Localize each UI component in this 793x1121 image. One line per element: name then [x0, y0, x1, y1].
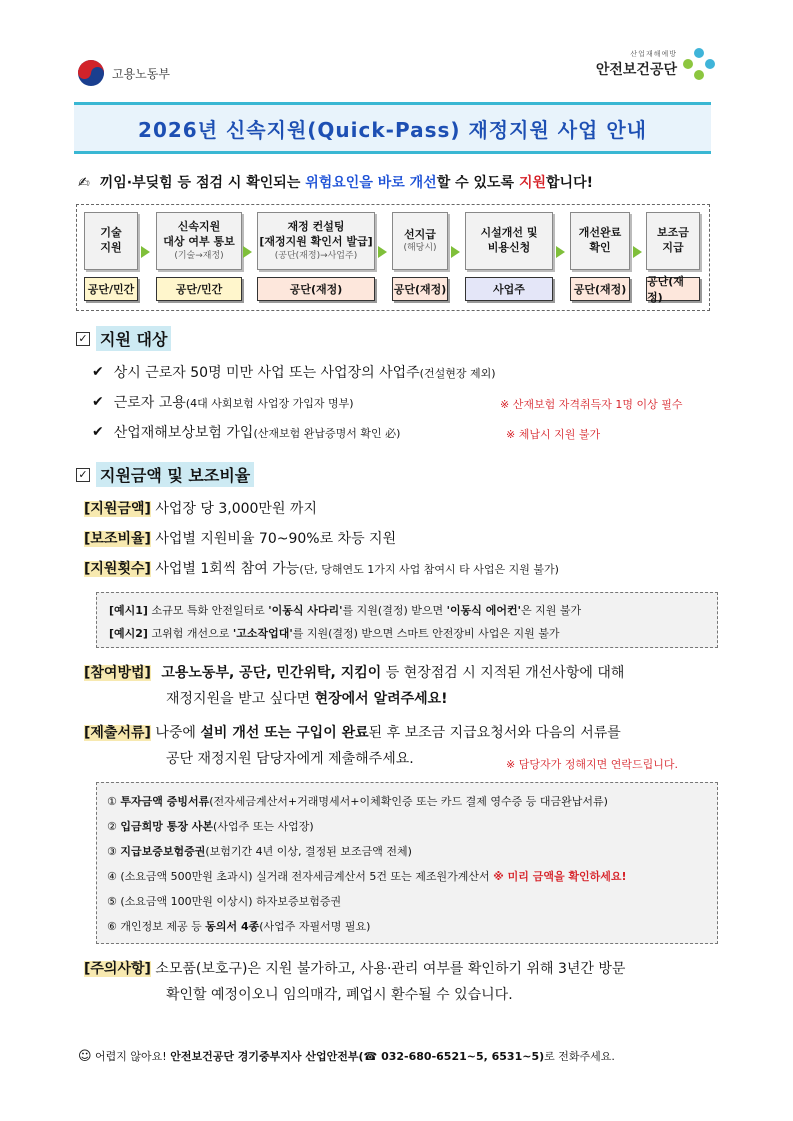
doc-number: ⑤: [107, 895, 117, 908]
flow-step-title: 시설개선 및 비용신청: [480, 226, 538, 254]
row-text: 사업별 지원비율 70~90%로 차등 지원: [150, 531, 397, 547]
row-label: [지원횟수]: [84, 561, 151, 577]
flow-step-4: [392, 212, 448, 270]
target-item-text: 상시 근로자 50명 미만 사업 또는 사업장의 사업주: [113, 365, 420, 381]
flow-owner-tag: 공단(재정): [570, 277, 630, 301]
submit-label: [제출서류]: [84, 725, 151, 741]
method-emphasis: 현장에서 알려주세요!: [314, 691, 448, 707]
footer-contact: 안전보건공단 경기중부지사 산업안전부(☎ 032-680-6521~5, 6531~5): [170, 1050, 545, 1063]
intro-highlight: 위험요인을 바로 개선: [305, 175, 437, 191]
example-item: '이동식 에어컨': [446, 604, 521, 617]
arrow-right-icon: [243, 246, 252, 258]
flow-step-title: 보조금 지급: [657, 226, 689, 254]
example-text: 소규모 특화 안전일터로: [147, 604, 269, 617]
section-title: 지원금액 및 보조비율: [96, 462, 254, 487]
doc-title: 투자금액 증빙서류: [120, 795, 210, 808]
intro-line: [78, 172, 593, 192]
flow-step-1: [84, 212, 138, 270]
doc-title: 입금희망 통장 사본: [120, 820, 214, 833]
flow-step-sub: (해당시): [403, 243, 437, 254]
doc-desc: (사업주 또는 사업장): [213, 820, 314, 833]
doc-title: 지급보증보험증권: [120, 845, 206, 858]
doc-item-6: [107, 918, 370, 934]
flow-step-title: 기술 지원: [100, 226, 122, 254]
doc-desc: (소요금액 500만원 초과시) 실거래 전자세금계산서 5건 또는 제조원가계산서: [120, 870, 490, 883]
doc-desc: (전자세금계산서+거래명세서+이체확인증 또는 카드 결제 영수증 등 대금완납서류): [209, 795, 608, 808]
target-item-note: (산재보험 완납증명서 확인 必): [253, 427, 401, 440]
writing-hand-icon: ✍: [78, 175, 90, 191]
arrow-right-icon: [451, 246, 460, 258]
checkbox-icon: ✓: [76, 468, 90, 482]
doc-item-5: [107, 893, 341, 909]
amount-row-2: [84, 528, 396, 548]
doc-number: ④: [107, 870, 117, 883]
flow-step-sub: (기술→재정): [174, 250, 224, 261]
row-label: [보조비율]: [84, 531, 151, 547]
checkmark-icon: ✔: [92, 394, 104, 410]
target-item-text: 근로자 고용: [113, 395, 186, 411]
flow-owner-tag: 사업주: [465, 277, 553, 301]
row-text: 사업별 1회씩 참여 가능: [150, 561, 300, 577]
doc-desc: (사업주 자필서명 필요): [259, 920, 371, 933]
doc-number: ⑥: [107, 920, 117, 933]
submit-emphasis: 설비 개선 또는 구입이 완료: [200, 725, 369, 741]
footer-text: 어렵지 않아요!: [91, 1050, 171, 1063]
target-item-1: [92, 362, 496, 382]
example-2: [109, 625, 560, 641]
method-label: [참여방법]: [84, 665, 151, 681]
example-text: 를 지원(결정) 받으면: [342, 604, 447, 617]
example-text: 를 지원(결정) 받으면 스마트 안전장비 사업은 지원 불가: [292, 627, 560, 640]
documents-box: [96, 782, 718, 944]
flow-owner-tag: 공단(재정): [646, 277, 700, 301]
flow-step-title: 선지급: [404, 227, 436, 241]
example-1: [109, 602, 581, 618]
flow-step-5: [465, 212, 553, 270]
flow-step-title: 개선완료 확인: [578, 226, 622, 254]
submit-text: 나중에: [150, 725, 201, 741]
doc-item-4: [107, 868, 627, 884]
ministry-name: 고용노동부: [112, 66, 170, 81]
example-text: 은 지원 불가: [520, 604, 582, 617]
flow-step-title: 재정 컨설팅 [재정지원 확인서 발급]: [259, 220, 373, 248]
method-agencies: 고용노동부, 공단, 민간위탁, 지킴이: [161, 665, 382, 681]
flow-owner-tag: 공단/민간: [84, 277, 138, 301]
doc-item-3: [107, 843, 412, 859]
submit-note: ※ 담당자가 정해지면 연락드립니다.: [506, 758, 678, 771]
flow-step-7: [646, 212, 700, 270]
checkbox-icon: ✓: [76, 332, 90, 346]
caution-text-2: 확인할 예정이오니 임의매각, 폐업시 환수될 수 있습니다.: [166, 987, 513, 1003]
checkmark-icon: ✔: [92, 364, 104, 380]
doc-desc: (소요금액 100만원 이상시) 하자보증보험증권: [120, 895, 342, 908]
example-item: '고소작업대': [232, 627, 293, 640]
doc-number: ①: [107, 795, 117, 808]
example-box: [96, 592, 718, 648]
flow-step-sub: (공단(재정)→사업주): [274, 250, 358, 261]
row-text: 사업장 당 3,000만원 까지: [150, 501, 317, 517]
flow-step-3: [257, 212, 375, 270]
flow-owner-tag: 공단(재정): [392, 277, 448, 301]
example-text: 고위험 개선으로: [147, 627, 233, 640]
kosha-cross-icon: [683, 48, 715, 80]
arrow-right-icon: [378, 246, 387, 258]
intro-support: 지원: [518, 175, 547, 191]
doc-number: ②: [107, 820, 117, 833]
doc-desc: 개인정보 제공 등: [120, 920, 206, 933]
target-item-2: [92, 392, 354, 412]
doc-warning: ※ 미리 금액을 확인하세요!: [493, 870, 627, 883]
kosha-logo: [596, 48, 715, 80]
kosha-small-text: 산업재해예방: [630, 50, 677, 58]
kosha-name: 안전보건공단: [595, 62, 677, 78]
section-target-heading: [76, 326, 171, 351]
example-label: [예시2]: [109, 627, 148, 640]
arrow-right-icon: [556, 246, 565, 258]
doc-item-1: [107, 793, 608, 809]
target-item-note: (4대 사회보험 사업장 가입자 명부): [185, 397, 354, 410]
example-item: '이동식 사다리': [268, 604, 343, 617]
method-text-2: 재정지원을 받고 싶다면: [166, 691, 315, 707]
method-text: 등 현장점검 시 지적된 개선사항에 대해: [381, 665, 625, 681]
intro-text-1: 끼임·부딪힘 등 점검 시 확인되는: [99, 175, 306, 191]
taegeuk-emblem-icon: [78, 60, 104, 86]
flow-step-title: 신속지원 대상 여부 통보: [163, 220, 235, 248]
flow-owner-tag: 공단(재정): [257, 277, 375, 301]
flow-step-6: [570, 212, 630, 270]
submit-text-2: 된 후 보조금 지급요청서와 다음의 서류를: [368, 725, 621, 741]
doc-item-2: [107, 818, 314, 834]
target-warning-2: ※ 체납시 지원 불가: [506, 428, 601, 441]
target-warning-1: ※ 산재보험 자격취득자 1명 이상 필수: [500, 398, 683, 411]
doc-title: 동의서 4종: [205, 920, 260, 933]
target-item-text: 산업재해보상보험 가입: [113, 425, 254, 441]
section-amount-heading: [76, 462, 254, 487]
caution-text: 소모품(보호구)은 지원 불가하고, 사용·관리 여부를 확인하기 위해 3년간 방문: [150, 961, 626, 977]
caution-label: [주의사항]: [84, 961, 151, 977]
doc-desc: (보험기간 4년 이상, 결정된 보조금액 전체): [205, 845, 412, 858]
footer-text-2: 로 전화주세요.: [544, 1050, 615, 1063]
checkmark-icon: ✔: [92, 424, 104, 440]
submit-text-3: 공단 재정지원 담당자에게 제출해주세요.: [166, 751, 414, 767]
method-paragraph: [84, 660, 624, 712]
amount-row-3: [84, 558, 559, 578]
row-label: [지원금액]: [84, 501, 151, 517]
page-title: 2026년 신속지원(Quick-Pass) 재정지원 사업 안내: [74, 102, 711, 154]
ministry-logo: [78, 60, 170, 86]
example-label: [예시1]: [109, 604, 148, 617]
row-note: (단, 당해연도 1가지 사업 참여시 타 사업은 지원 불가): [299, 563, 559, 576]
smiley-icon: ☺: [78, 1049, 92, 1064]
target-item-3: [92, 422, 400, 442]
doc-number: ③: [107, 845, 117, 858]
amount-row-1: [84, 498, 317, 518]
flow-step-2: [156, 212, 242, 270]
arrow-right-icon: [633, 246, 642, 258]
intro-text-3: 합니다!: [546, 175, 593, 191]
caution-paragraph: [84, 956, 625, 1008]
arrow-right-icon: [141, 246, 150, 258]
section-title: 지원 대상: [96, 326, 171, 351]
target-item-note: (건설현장 제외): [419, 367, 496, 380]
contact-footer: [78, 1048, 615, 1064]
intro-text-2: 할 수 있도록: [436, 175, 519, 191]
flow-owner-tag: 공단/민간: [156, 277, 242, 301]
